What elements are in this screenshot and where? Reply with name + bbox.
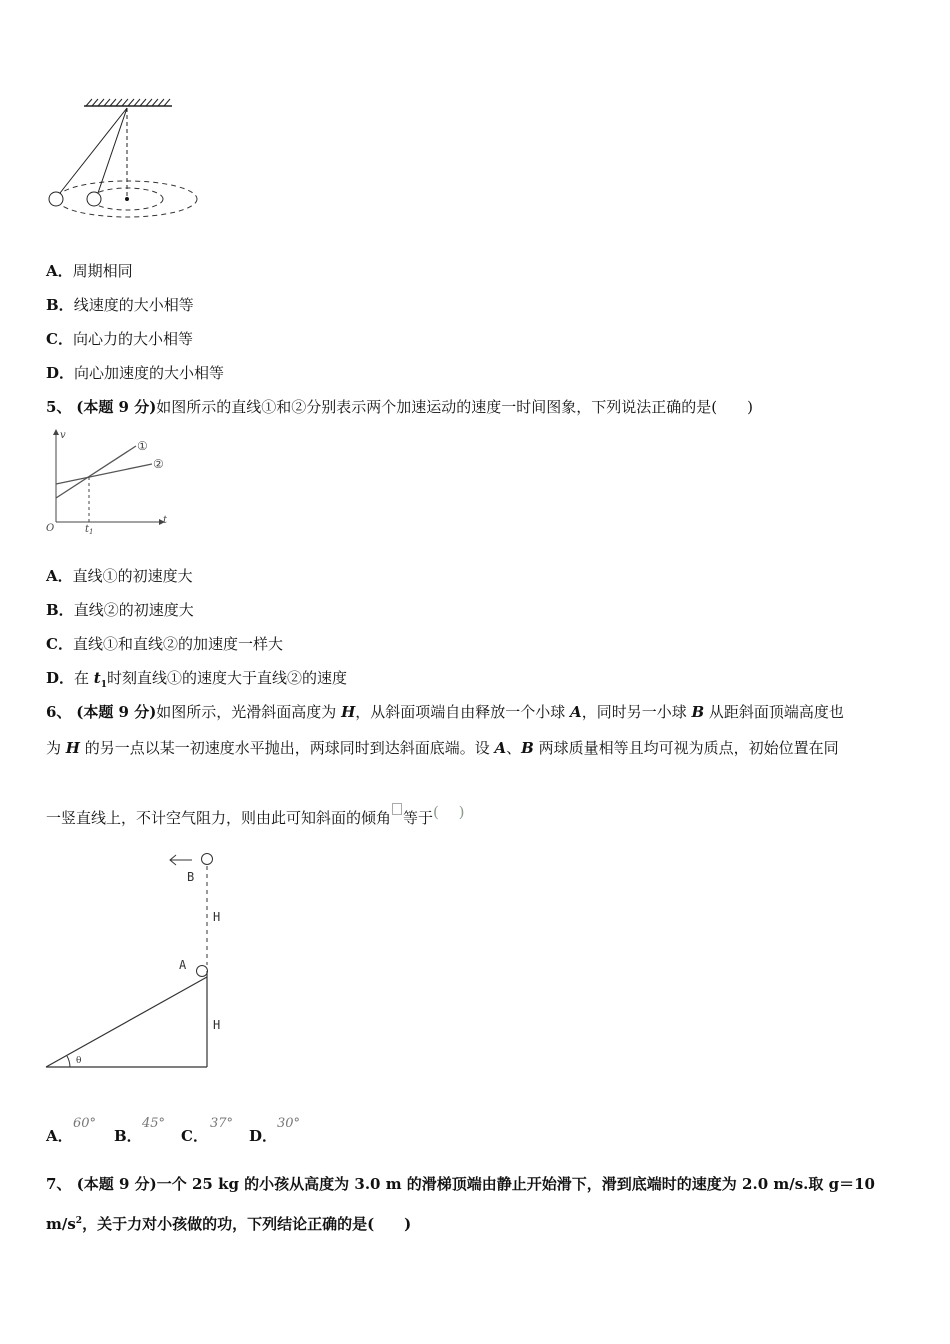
- q6-option-b-value[interactable]: 45°: [142, 1116, 166, 1131]
- theta-label: θ: [76, 1056, 82, 1066]
- origin-label: O: [46, 523, 55, 534]
- v-axis-label: v: [60, 430, 66, 441]
- q6-option-a-value[interactable]: 60°: [73, 1116, 97, 1131]
- q6-stem-line3: 一竖直线上，不计空气阻力，则由此可知斜面的倾角 等于( ): [46, 803, 465, 827]
- q7-stem-line1: 7、 (本题 9 分)一个 25 kg 的小孩从高度为 3.0 m 的滑梯顶端由静止开始滑下，滑到底端时的速度为 2.0 m/s.取 g＝10: [46, 1175, 875, 1193]
- q7-stem-line2: $m/s^2$，关于力对小孩做的功，下列结论正确的是( ): [46, 1215, 412, 1233]
- q4-option-b[interactable]: B．线速度的大小相等: [46, 296, 194, 314]
- q4-option-d[interactable]: D．向心加速度的大小相等: [46, 364, 225, 382]
- line-1-label: ①: [137, 439, 148, 453]
- q6-option-c-value[interactable]: 37°: [210, 1116, 234, 1131]
- line-1: [56, 446, 136, 498]
- q6-option-a-letter[interactable]: A．: [46, 1127, 73, 1145]
- conical-pendulum-figure: [40, 96, 210, 221]
- upper-h-label: H: [213, 910, 221, 924]
- q4-option-c[interactable]: C．向心力的大小相等: [46, 330, 193, 348]
- q6-option-d-value[interactable]: 30°: [277, 1116, 301, 1131]
- ball-b-label: B: [187, 870, 195, 884]
- q6-option-d-letter[interactable]: D．: [249, 1127, 278, 1145]
- q5-option-a[interactable]: A．直线①的初速度大: [46, 567, 193, 585]
- line-2-label: ②: [153, 457, 164, 471]
- ball-a-label: A: [179, 958, 187, 972]
- q6-incline-figure: [40, 845, 240, 1075]
- q4-option-a[interactable]: A．周期相同: [46, 262, 133, 280]
- q6-option-b-letter[interactable]: B．: [114, 1127, 142, 1145]
- q5-option-c[interactable]: C．直线①和直线②的加速度一样大: [46, 635, 283, 653]
- theta-placeholder-icon: [392, 803, 402, 815]
- lower-h-label: H: [213, 1018, 221, 1032]
- q5-vt-graph: [44, 426, 174, 536]
- q5-option-d[interactable]: D．在 $t_1$时刻直线①的速度大于直线②的速度: [46, 669, 348, 690]
- q6-stem-line2: 为 H 的另一点以某一初速度水平抛出，两球同时到达斜面底端。设 A、B 两球质量相等且均可视为质点，初始位置在同: [46, 739, 839, 757]
- q5-option-b[interactable]: B．直线②的初速度大: [46, 601, 194, 619]
- q6-stem-line1: 6、 (本题 9 分)如图所示，光滑斜面高度为 H，从斜面项端自由释放一个小球 A，同时另一小球 B 从距斜面顶端高度也: [46, 703, 844, 721]
- q6-option-c-letter[interactable]: C．: [181, 1127, 208, 1145]
- t-axis-label: t: [163, 515, 168, 526]
- q5-stem: 5、 (本题 9 分)如图所示的直线①和②分别表示两个加速运动的速度一时间图象，下列说法正确的是( ): [46, 398, 754, 416]
- t1-label: $t_1$: [85, 524, 94, 536]
